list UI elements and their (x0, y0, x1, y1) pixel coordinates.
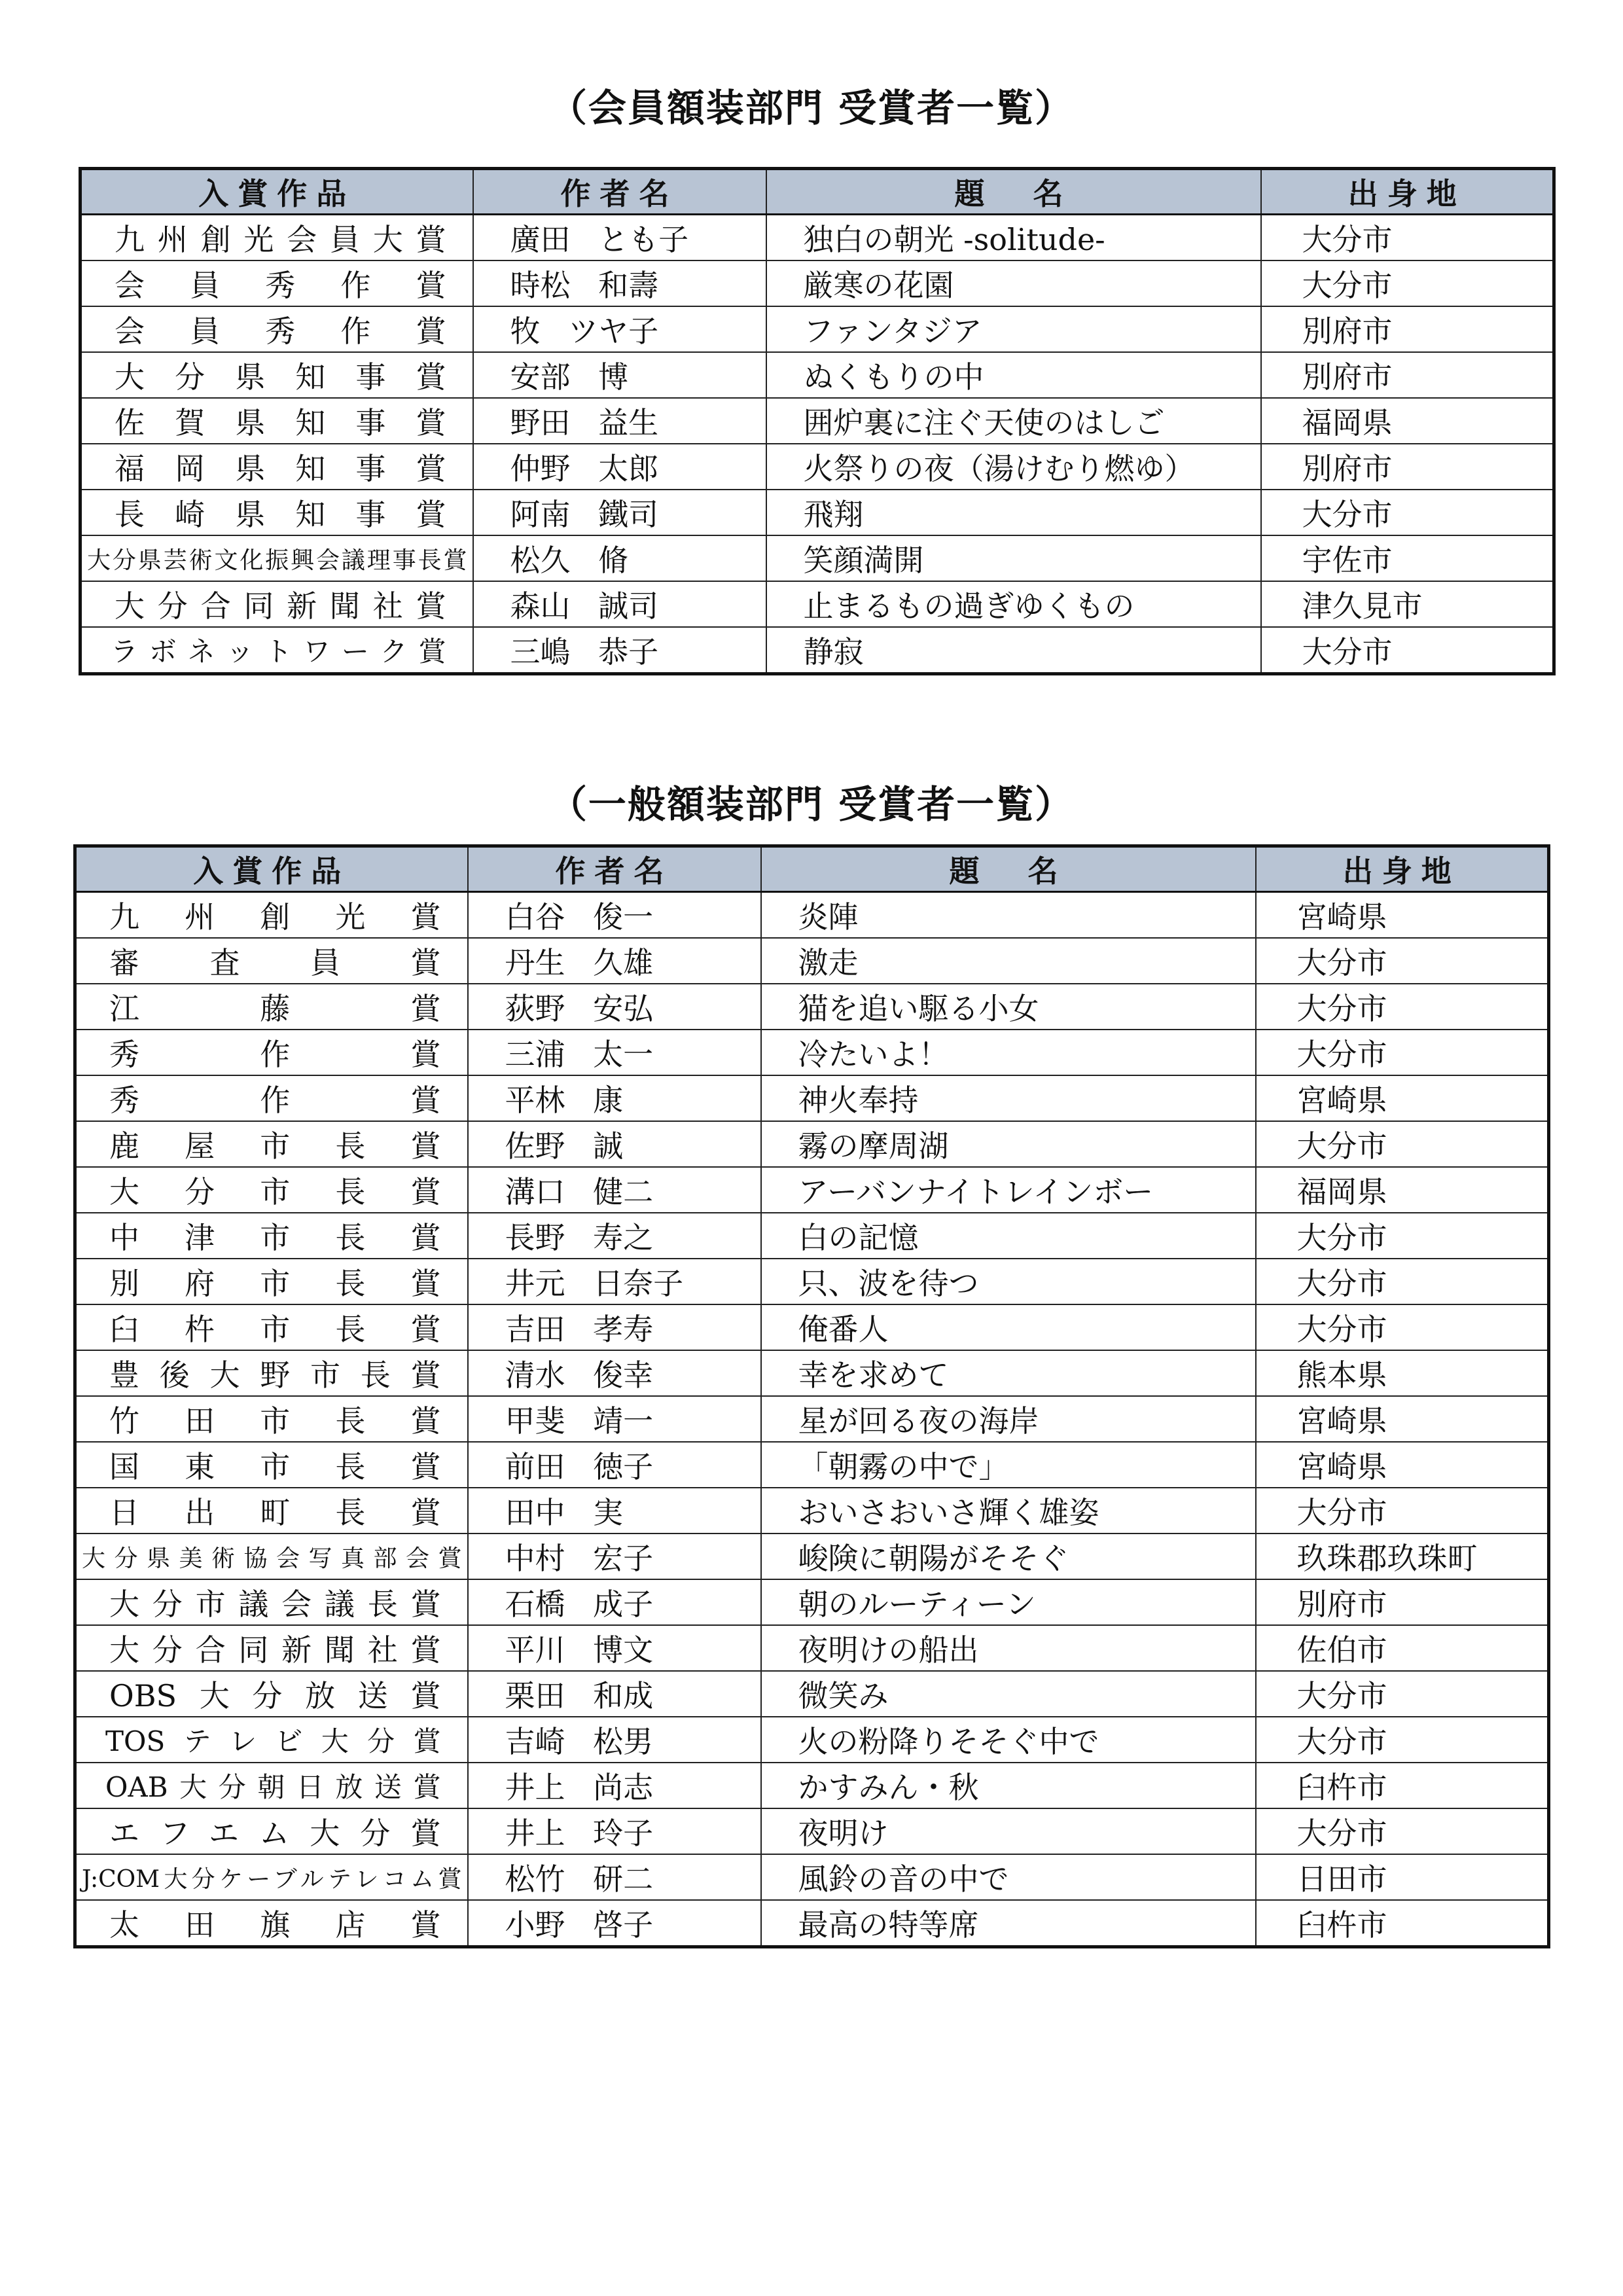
origin-cell: 大分市 (1261, 215, 1554, 261)
table-row (75, 1350, 1549, 1396)
table-row (75, 1396, 1549, 1442)
title-cell: 最高の特等席 (761, 1900, 1256, 1947)
origin-cell: 佐伯市 (1256, 1625, 1549, 1671)
general-section-title: （一般額装部門 受賞者一覧） (548, 782, 1075, 827)
table-row (75, 1717, 1549, 1763)
table-row (75, 1625, 1549, 1671)
author-cell: 吉田 孝寿 (468, 1304, 761, 1350)
origin-cell: 宮崎県 (1256, 1442, 1549, 1488)
title-cell: 星が回る夜の海岸 (761, 1396, 1256, 1442)
table-row (75, 892, 1549, 939)
author-cell: 廣田 とも子 (473, 215, 766, 261)
award-cell: ラボネットワーク賞 (80, 627, 473, 674)
author-cell: 松久 脩 (473, 535, 766, 581)
title-cell: 幸を求めて (761, 1350, 1256, 1396)
table-row (75, 1808, 1549, 1854)
table-row (80, 581, 1554, 627)
member-section-title: （会員額装部門 受賞者一覧） (548, 86, 1075, 130)
award-cell: 会員秀作賞 (80, 306, 473, 352)
table-row (75, 1442, 1549, 1488)
award-cell: 大分県美術協会写真部会賞 (75, 1534, 468, 1579)
origin-cell: 別府市 (1261, 306, 1554, 352)
title-cell: 冷たいよ！ (761, 1030, 1256, 1075)
award-cell: エフエム大分賞 (75, 1808, 468, 1854)
header-origin: 出身地 (1261, 169, 1554, 215)
title-cell: 風鈴の音の中で (761, 1854, 1256, 1900)
origin-cell: 大分市 (1261, 627, 1554, 674)
header-title: 題 名 (761, 846, 1256, 892)
title-cell: 俺番人 (761, 1304, 1256, 1350)
title-cell: 霧の摩周湖 (761, 1121, 1256, 1167)
title-cell: 神火奉持 (761, 1075, 1256, 1121)
award-cell: 九州創光賞 (75, 892, 468, 939)
origin-cell: 大分市 (1256, 984, 1549, 1030)
origin-cell: 大分市 (1261, 490, 1554, 535)
author-cell: 中村 宏子 (468, 1534, 761, 1579)
author-cell: 井上 尚志 (468, 1763, 761, 1808)
title-cell: 火祭りの夜（湯けむり燃ゆ） (766, 444, 1261, 490)
table-row (75, 1213, 1549, 1259)
origin-cell: 宇佐市 (1261, 535, 1554, 581)
header-author: 作者名 (468, 846, 761, 892)
origin-cell: 別府市 (1261, 444, 1554, 490)
award-cell: 鹿屋市長賞 (75, 1121, 468, 1167)
award-cell: 太田旗店賞 (75, 1900, 468, 1947)
author-cell: 仲野 太郎 (473, 444, 766, 490)
origin-cell: 津久見市 (1261, 581, 1554, 627)
table-row (80, 398, 1554, 444)
author-cell: 小野 啓子 (468, 1900, 761, 1947)
title-cell: 独白の朝光 -solitude- (766, 215, 1261, 261)
author-cell: 平林 康 (468, 1075, 761, 1121)
author-cell: 森山 誠司 (473, 581, 766, 627)
title-cell: 白の記憶 (761, 1213, 1256, 1259)
header-origin: 出身地 (1256, 846, 1549, 892)
award-cell: 長崎県知事賞 (80, 490, 473, 535)
award-cell: 竹田市長賞 (75, 1396, 468, 1442)
author-cell: 溝口 健二 (468, 1167, 761, 1213)
table-header-row (75, 846, 1549, 892)
award-cell: 福岡県知事賞 (80, 444, 473, 490)
origin-cell: 臼杵市 (1256, 1763, 1549, 1808)
award-cell: 大分市長賞 (75, 1167, 468, 1213)
table-row (75, 1121, 1549, 1167)
author-cell: 三浦 太一 (468, 1030, 761, 1075)
award-cell: 江藤賞 (75, 984, 468, 1030)
author-cell: 井上 玲子 (468, 1808, 761, 1854)
author-cell: 白谷 俊一 (468, 892, 761, 939)
author-cell: 阿南 鐵司 (473, 490, 766, 535)
table-row (75, 1763, 1549, 1808)
title-cell: 囲炉裏に注ぐ天使のはしご (766, 398, 1261, 444)
origin-cell: 大分市 (1256, 1488, 1549, 1534)
award-cell: J:COM大分ケーブルテレコム賞 (75, 1854, 468, 1900)
origin-cell: 玖珠郡玖珠町 (1256, 1534, 1549, 1579)
origin-cell: 大分市 (1256, 1259, 1549, 1304)
award-cell: 別府市長賞 (75, 1259, 468, 1304)
origin-cell: 宮崎県 (1256, 1396, 1549, 1442)
origin-cell: 福岡県 (1261, 398, 1554, 444)
table-row (75, 1488, 1549, 1534)
award-cell: 国東市長賞 (75, 1442, 468, 1488)
table-row (75, 1854, 1549, 1900)
table-row (80, 535, 1554, 581)
origin-cell: 別府市 (1256, 1579, 1549, 1625)
table-row (80, 215, 1554, 261)
title-cell: ぬくもりの中 (766, 352, 1261, 398)
title-cell: アーバンナイトレインボー (761, 1167, 1256, 1213)
author-cell: 平川 博文 (468, 1625, 761, 1671)
origin-cell: 大分市 (1256, 1213, 1549, 1259)
title-cell: 只、波を待つ (761, 1259, 1256, 1304)
general-awards-table (73, 844, 1550, 1948)
award-cell: OAB大分朝日放送賞 (75, 1763, 468, 1808)
title-cell: 「朝霧の中で」 (761, 1442, 1256, 1488)
author-cell: 牧 ツヤ子 (473, 306, 766, 352)
origin-cell: 宮崎県 (1256, 892, 1549, 939)
title-cell: 厳寒の花園 (766, 260, 1261, 306)
award-cell: 日出町長賞 (75, 1488, 468, 1534)
award-cell: 臼杵市長賞 (75, 1304, 468, 1350)
title-cell: 猫を追い駆る小女 (761, 984, 1256, 1030)
origin-cell: 日田市 (1256, 1854, 1549, 1900)
title-cell: 朝のルーティーン (761, 1579, 1256, 1625)
title-cell: 夜明け (761, 1808, 1256, 1854)
award-cell: 大分市議会議長賞 (75, 1579, 468, 1625)
award-cell: 秀作賞 (75, 1075, 468, 1121)
award-cell: TOSテレビ大分賞 (75, 1717, 468, 1763)
author-cell: 吉崎 松男 (468, 1717, 761, 1763)
title-cell: ファンタジア (766, 306, 1261, 352)
table-row (75, 1259, 1549, 1304)
author-cell: 長野 寿之 (468, 1213, 761, 1259)
award-cell: 大分県知事賞 (80, 352, 473, 398)
header-award: 入賞作品 (80, 169, 473, 215)
title-cell: 峻険に朝陽がそそぐ (761, 1534, 1256, 1579)
origin-cell: 別府市 (1261, 352, 1554, 398)
table-row (80, 627, 1554, 674)
author-cell: 甲斐 靖一 (468, 1396, 761, 1442)
award-cell: 会員秀作賞 (80, 260, 473, 306)
title-cell: 飛翔 (766, 490, 1261, 535)
origin-cell: 臼杵市 (1256, 1900, 1549, 1947)
award-cell: 審査員賞 (75, 938, 468, 984)
title-cell: 静寂 (766, 627, 1261, 674)
title-cell: 火の粉降りそそぐ中で (761, 1717, 1256, 1763)
header-title: 題 名 (766, 169, 1261, 215)
general-table-body (75, 892, 1549, 1947)
origin-cell: 大分市 (1256, 1121, 1549, 1167)
table-row (75, 984, 1549, 1030)
table-row (80, 260, 1554, 306)
author-cell: 松竹 研二 (468, 1854, 761, 1900)
author-cell: 安部 博 (473, 352, 766, 398)
table-row (75, 938, 1549, 984)
award-cell: OBS大分放送賞 (75, 1671, 468, 1717)
origin-cell: 熊本県 (1256, 1350, 1549, 1396)
table-row (75, 1167, 1549, 1213)
origin-cell: 福岡県 (1256, 1167, 1549, 1213)
award-cell: 秀作賞 (75, 1030, 468, 1075)
author-cell: 清水 俊幸 (468, 1350, 761, 1396)
title-cell: 夜明けの船出 (761, 1625, 1256, 1671)
author-cell: 前田 徳子 (468, 1442, 761, 1488)
origin-cell: 大分市 (1256, 1030, 1549, 1075)
table-row (75, 1900, 1549, 1947)
author-cell: 荻野 安弘 (468, 984, 761, 1030)
title-cell: かすみん・秋 (761, 1763, 1256, 1808)
award-cell: 九州創光会員大賞 (80, 215, 473, 261)
table-header-row (80, 169, 1554, 215)
author-cell: 野田 益生 (473, 398, 766, 444)
title-cell: 笑顔満開 (766, 535, 1261, 581)
award-cell: 大分合同新聞社賞 (75, 1625, 468, 1671)
member-awards-table (79, 167, 1556, 675)
award-cell: 豊後大野市長賞 (75, 1350, 468, 1396)
table-row (75, 1671, 1549, 1717)
author-cell: 時松 和壽 (473, 260, 766, 306)
award-cell: 佐賀県知事賞 (80, 398, 473, 444)
origin-cell: 大分市 (1256, 1304, 1549, 1350)
table-row (80, 444, 1554, 490)
origin-cell: 大分市 (1256, 938, 1549, 984)
table-row (75, 1304, 1549, 1350)
table-row (75, 1030, 1549, 1075)
title-cell: おいさおいさ輝く雄姿 (761, 1488, 1256, 1534)
title-cell: 止まるもの過ぎゆくもの (766, 581, 1261, 627)
header-author: 作者名 (473, 169, 766, 215)
author-cell: 栗田 和成 (468, 1671, 761, 1717)
origin-cell: 大分市 (1256, 1808, 1549, 1854)
author-cell: 石橋 成子 (468, 1579, 761, 1625)
origin-cell: 宮崎県 (1256, 1075, 1549, 1121)
author-cell: 井元 日奈子 (468, 1259, 761, 1304)
table-row (75, 1579, 1549, 1625)
header-award: 入賞作品 (75, 846, 468, 892)
origin-cell: 大分市 (1261, 260, 1554, 306)
award-cell: 中津市長賞 (75, 1213, 468, 1259)
author-cell: 三嶋 恭子 (473, 627, 766, 674)
table-row (80, 352, 1554, 398)
table-row (75, 1075, 1549, 1121)
title-cell: 微笑み (761, 1671, 1256, 1717)
table-row (80, 306, 1554, 352)
author-cell: 田中 実 (468, 1488, 761, 1534)
author-cell: 佐野 誠 (468, 1121, 761, 1167)
award-cell: 大分県芸術文化振興会議理事長賞 (80, 535, 473, 581)
origin-cell: 大分市 (1256, 1671, 1549, 1717)
table-row (80, 490, 1554, 535)
title-cell: 激走 (761, 938, 1256, 984)
author-cell: 丹生 久雄 (468, 938, 761, 984)
award-cell: 大分合同新聞社賞 (80, 581, 473, 627)
member-table-body (80, 215, 1554, 674)
table-row (75, 1534, 1549, 1579)
origin-cell: 大分市 (1256, 1717, 1549, 1763)
title-cell: 炎陣 (761, 892, 1256, 939)
